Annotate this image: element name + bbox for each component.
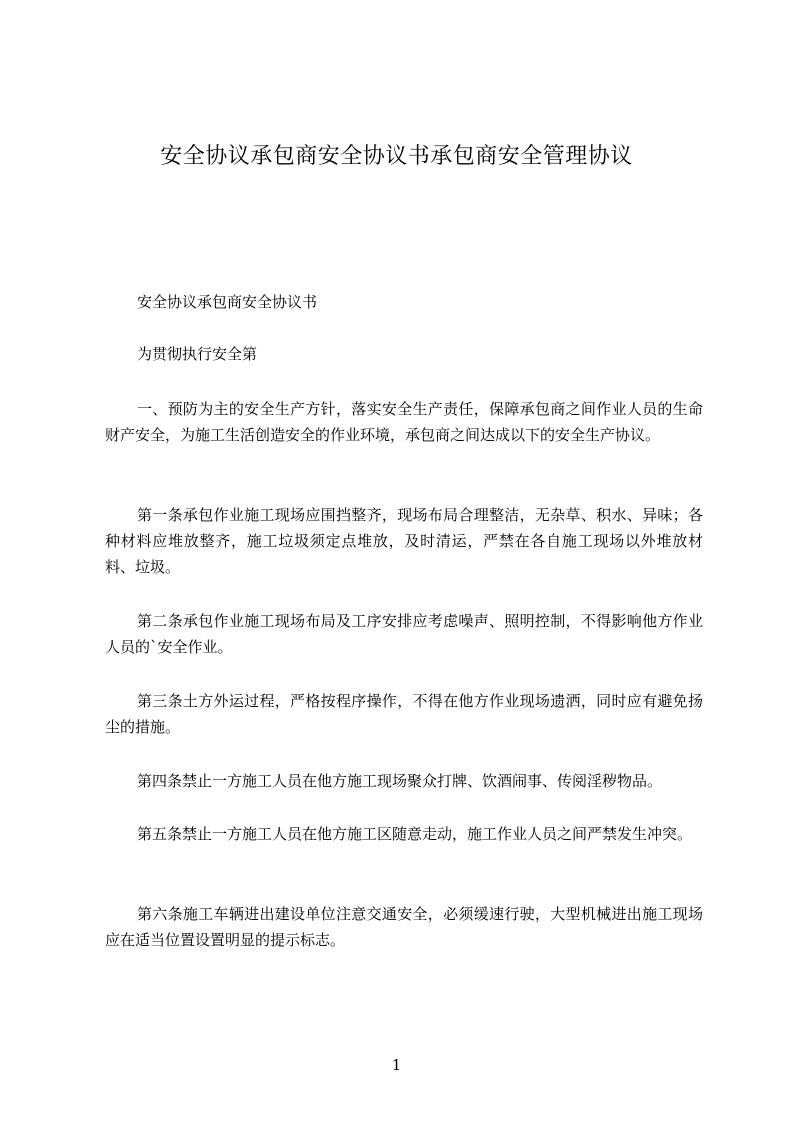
paragraph-article-5: 第五条禁止一方施工人员在他方施工区随意走动，施工作业人员之间严禁发生冲突。 [137,825,693,843]
paragraph-article-2: 第二条承包作业施工现场布局及工序安排应考虑噪声、照明控制，不得影响他方作业人员的`安全作业。 [105,612,703,656]
paragraph-article-6: 第六条施工车辆进出建设单位注意交通安全，必须缓速行驶，大型机械进出施工现场应在适当位置设置明显的提示标志。 [105,905,703,949]
page-number: 1 [391,1056,402,1074]
document-title: 安全协议承包商安全协议书承包商安全管理协议 [160,144,633,169]
paragraph-principle: 一、预防为主的安全生产方针，落实安全生产责任，保障承包商之间作业人员的生命财产安全，为施工生活创造安全的作业环境，承包商之间达成以下的安全生产协议。 [105,400,703,444]
paragraph-heading: 安全协议承包商安全协议书 [137,293,318,311]
paragraph-article-3: 第三条土方外运过程，严格按程序操作，不得在他方作业现场遗洒，同时应有避免扬尘的措施。 [105,692,703,736]
paragraph-article-4: 第四条禁止一方施工人员在他方施工现场聚众打牌、饮酒闹事、传阅淫秽物品。 [137,772,663,790]
paragraph-intro: 为贯彻执行安全第 [137,345,258,363]
paragraph-article-1: 第一条承包作业施工现场应围挡整齐，现场布局合理整洁，无杂草、积水、异味；各种材料应堆放整齐，施工垃圾须定点堆放，及时清运，严禁在各自施工现场以外堆放材料、垃圾。 [105,506,703,576]
